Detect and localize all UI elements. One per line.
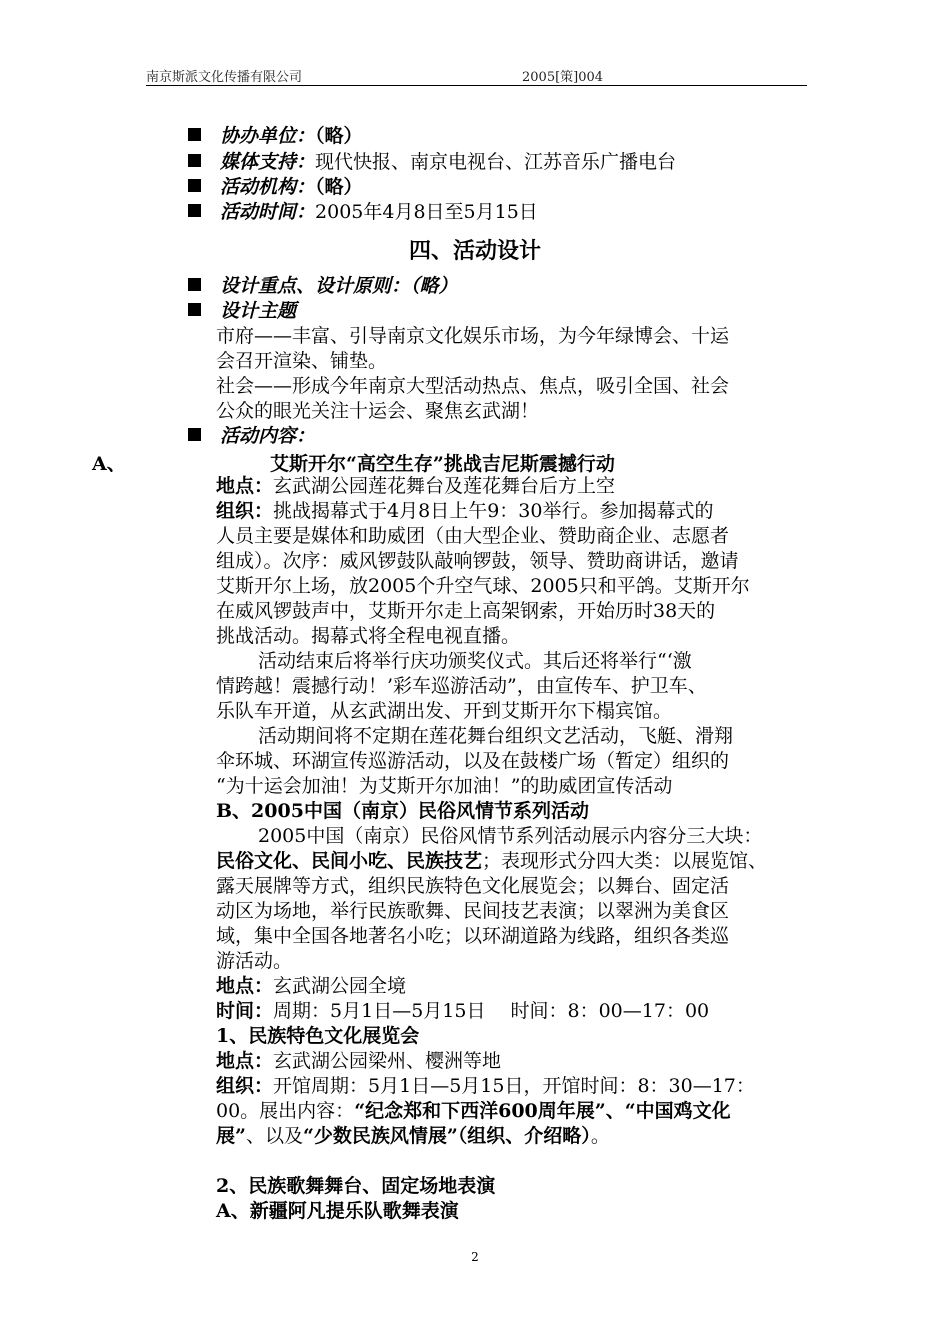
part-a-para2-line: 活动结束后将举行庆功颁奖仪式。其后还将举行“‘激 bbox=[258, 650, 692, 672]
item2-sub-a: A、新疆阿凡提乐队歌舞表演 bbox=[216, 1200, 459, 1222]
item1-title: 1、民族特色文化展览会 bbox=[216, 1025, 420, 1047]
bullet-time bbox=[188, 200, 538, 224]
place-value: 玄武湖公园梁州、樱洲等地 bbox=[273, 1050, 502, 1072]
item1-place bbox=[216, 1049, 501, 1073]
part-b-place bbox=[216, 974, 406, 998]
part-b-intro-line: 露天展牌等方式，组织民族特色文化展览会；以舞台、固定活 bbox=[216, 875, 730, 897]
section-title: 四、活动设计 bbox=[408, 238, 541, 264]
bullet-label: 活动时间： bbox=[220, 201, 316, 223]
org-end: 。 bbox=[590, 1125, 610, 1147]
bullet-activity-content bbox=[188, 424, 315, 448]
part-b-intro-first: 2005中国（南京）民俗风情节系列活动展示内容分三大块： bbox=[258, 825, 763, 847]
bullet-value: 现代快报、南京电视台、江苏音乐广播电台 bbox=[315, 151, 677, 173]
part-b-intro-line: 动区为场地，举行民族歌舞、民间技艺表演；以翠洲为美食区 bbox=[216, 900, 730, 922]
part-a-title: 艾斯开尔“高空生存”挑战吉尼斯震撼行动 bbox=[270, 453, 615, 475]
bullet-label: 协办单位： bbox=[220, 125, 316, 147]
org-bold: “少数民族风情展”（组织、介绍略） bbox=[302, 1125, 591, 1147]
bullet-square-icon bbox=[188, 154, 201, 167]
part-a-para2-line: 乐队车开道，从玄武湖出发、开到艾斯开尔下榻宾馆。 bbox=[216, 700, 673, 722]
theme-line: 市府——丰富、引导南京文化娱乐市场，为今年绿博会、十运 bbox=[216, 325, 730, 347]
part-b-intro-line: 游活动。 bbox=[216, 950, 293, 972]
theme-line: 会召开渲染、铺垫。 bbox=[216, 350, 388, 372]
bullet-label: 设计重点、设计原则：（略） bbox=[220, 275, 458, 297]
part-b-time bbox=[216, 999, 709, 1023]
bullet-media bbox=[188, 150, 676, 174]
theme-line: 公众的眼光关注十运会、聚焦玄武湖！ bbox=[216, 400, 540, 422]
place-label: 地点： bbox=[216, 475, 274, 497]
item1-org bbox=[216, 1074, 755, 1098]
theme-line: 社会——形成今年南京大型活动热点、焦点，吸引全国、社会 bbox=[216, 375, 730, 397]
bullet-design-points bbox=[188, 274, 458, 298]
bullet-cosponsor bbox=[188, 124, 363, 148]
bullet-label: 媒体支持： bbox=[220, 151, 316, 173]
bullet-label: 活动内容： bbox=[220, 425, 316, 447]
part-a-para3-line: 活动期间将不定期在莲花舞台组织文艺活动，飞艇、滑翔 bbox=[258, 725, 734, 747]
bullet-label: 活动机构： bbox=[220, 176, 316, 198]
bullet-value: 2005年4月8日至5月15日 bbox=[315, 201, 538, 223]
bullet-label: 设计主题 bbox=[220, 300, 297, 322]
bullet-square-icon bbox=[188, 278, 201, 291]
part-a-org-line: 挑战活动。揭幕式将全程电视直播。 bbox=[216, 625, 521, 647]
org-plain: 、以及 bbox=[245, 1125, 303, 1147]
time-value: 周期：5月1日—5月15日 时间：8：00—17：00 bbox=[273, 1000, 710, 1022]
place-value: 玄武湖公园全境 bbox=[273, 975, 407, 997]
bullet-value: （略） bbox=[315, 125, 363, 147]
intro-bold: 民俗文化、民间小吃、民族技艺 bbox=[216, 850, 483, 872]
item1-org-line3 bbox=[216, 1124, 610, 1148]
place-label: 地点： bbox=[216, 1050, 274, 1072]
intro-rest: ；表现形式分四大类：以展览馆、 bbox=[482, 850, 768, 872]
part-a-para3-line: “为十运会加油！为艾斯开尔加油！”的助威团宣传活动 bbox=[216, 775, 673, 797]
part-b-intro-line: 域，集中全国各地著名小吃；以环湖道路为线路，组织各类巡 bbox=[216, 925, 730, 947]
part-a-org-line: 在威风锣鼓声中，艾斯开尔走上高架钢索，开始历时38天的 bbox=[216, 600, 716, 622]
place-value: 玄武湖公园莲花舞台及莲花舞台后方上空 bbox=[273, 475, 616, 497]
org-label: 组织： bbox=[216, 500, 274, 522]
bullet-design-theme bbox=[188, 299, 296, 323]
part-b-title: B、2005中国（南京）民俗风情节系列活动 bbox=[216, 800, 589, 822]
item2-title: 2、民族歌舞舞台、固定场地表演 bbox=[216, 1175, 496, 1197]
org-value: 挑战揭幕式于4月8日上午9：30举行。参加揭幕式的 bbox=[273, 500, 714, 522]
bullet-square-icon bbox=[188, 428, 201, 441]
bullet-square-icon bbox=[188, 204, 201, 217]
place-label: 地点： bbox=[216, 975, 274, 997]
item1-org-line2 bbox=[216, 1099, 731, 1123]
part-a-para3-line: 伞环城、环湖宣传巡游活动，以及在鼓楼广场（暂定）组织的 bbox=[216, 750, 730, 772]
bullet-square-icon bbox=[188, 128, 201, 141]
part-a-org-line: 组成）。次序：威风锣鼓队敲响锣鼓，领导、赞助商讲话，邀请 bbox=[216, 550, 739, 572]
org-plain: 00。展出内容： bbox=[216, 1100, 355, 1122]
org-value: 开馆周期：5月1日—5月15日，开馆时间：8：30—17： bbox=[273, 1075, 755, 1097]
part-a-org-line: 人员主要是媒体和助威团（由大型企业、赞助商企业、志愿者 bbox=[216, 525, 730, 547]
part-a-place bbox=[216, 474, 615, 498]
org-bold: “纪念郑和下西洋600周年展”、“中国鸡文化 bbox=[354, 1100, 731, 1122]
part-a-org-line: 艾斯开尔上场，放2005个升空气球、2005只和平鸽。艾斯开尔 bbox=[216, 575, 750, 597]
part-b-intro-mixed bbox=[216, 849, 767, 873]
bullet-square-icon bbox=[188, 179, 201, 192]
header-doc-code: 2005[策]004 bbox=[522, 70, 604, 85]
bullet-value: （略） bbox=[315, 176, 363, 198]
org-label: 组织： bbox=[216, 1075, 274, 1097]
header-company: 南京斯派文化传播有限公司 bbox=[146, 70, 303, 85]
header-rule bbox=[146, 85, 807, 86]
part-a-org bbox=[216, 499, 713, 523]
org-bold: 展” bbox=[216, 1125, 246, 1147]
part-a-letter: A、 bbox=[92, 453, 126, 475]
time-label: 时间： bbox=[216, 1000, 274, 1022]
bullet-organization bbox=[188, 175, 363, 199]
page-number: 2 bbox=[471, 1250, 479, 1264]
part-a-para2-line: 情跨越！震撼行动！’彩车巡游活动”，由宣传车、护卫车、 bbox=[216, 675, 707, 697]
bullet-square-icon bbox=[188, 303, 201, 316]
